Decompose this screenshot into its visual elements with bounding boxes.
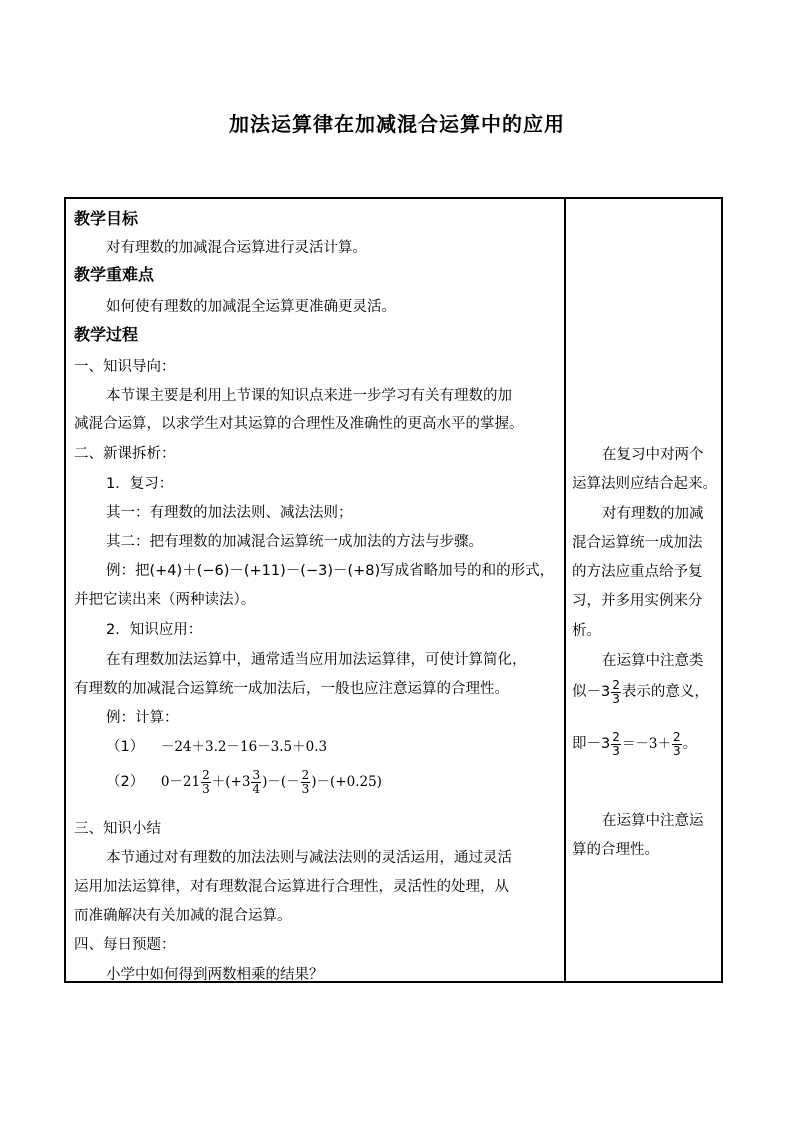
page-title: 加法运算律在加减混合运算中的应用 — [229, 112, 565, 136]
section1-text-1: 本节课主要是利用上节课的知识点来进一步学习有关有理数的加 — [106, 388, 512, 404]
section3-heading: 三、知识小结 — [74, 821, 161, 837]
key-heading: 教学重难点 — [74, 265, 155, 284]
review-heading: 1．复习： — [106, 476, 174, 492]
calc-2-middle-1: ＋(+3 — [211, 774, 251, 790]
section1-heading: 一、知识导向： — [74, 359, 176, 375]
fraction-denominator: 3 — [612, 743, 620, 758]
fraction-numerator: 2 — [672, 729, 681, 744]
note-2-line-d: 习，并多用实例来分 — [572, 593, 703, 609]
calc-1 — [106, 737, 327, 757]
calc-2-expression — [160, 768, 382, 796]
calc-2-number: （2） — [106, 774, 145, 790]
fraction-numerator: 2 — [612, 677, 620, 692]
fraction-numerator: 2 — [301, 768, 310, 782]
note-3-b-prefix: 似－3 — [572, 684, 611, 700]
section4-heading: 四、每日预题： — [74, 937, 176, 953]
fraction-numerator: 3 — [252, 768, 261, 782]
calc-2-middle-2: )－(－ — [262, 774, 300, 790]
apply-text-1: 在有理数加法运算中，通常适当应用加法运算律，可使计算简化， — [106, 652, 527, 668]
note-4-line-b: 算的合理性。 — [572, 842, 659, 858]
apply-text-2: 有理数的加减混合运算统一成加法后，一般也应注意运算的合理性。 — [74, 681, 509, 697]
goal-heading: 教学目标 — [74, 209, 139, 228]
note-3-c-middle: ＝－3＋ — [621, 736, 671, 752]
review-item-1: 其一：有理数的加法法则、减法法则； — [106, 505, 353, 521]
review-item-2: 其二：把有理数的加减混合运算统一成加法的方法与步骤。 — [106, 534, 483, 550]
section2-heading: 二、新课拆析： — [74, 446, 176, 462]
note-3-c-suffix: 。 — [682, 736, 698, 752]
calc-2 — [106, 767, 382, 797]
example-1-line-a: 例：把(+4)＋(−6)－(+11)－(−3)－(+8)写成省略加号的和的形式， — [106, 563, 555, 579]
fraction-numerator: 2 — [612, 729, 620, 744]
section3-text-3: 而准确解决有关加减的混合运算。 — [74, 908, 292, 924]
column-divider — [564, 199, 566, 981]
lesson-table — [64, 197, 723, 983]
note-2-line-e: 析。 — [572, 623, 601, 639]
section4-text: 小学中如何得到两数相乘的结果？ — [106, 967, 324, 983]
note-3-line-b — [572, 677, 709, 707]
fraction-denominator: 3 — [612, 691, 620, 706]
section3-text-2: 运用加法运算律，对有理数混合运算进行合理性，灵活性的处理，从 — [74, 879, 509, 895]
calc-1-expression: －24＋3.2－16－3.5＋0.3 — [160, 739, 328, 755]
section3-text-1: 本节通过对有理数的加法法则与减法法则的灵活运用，通过灵活 — [106, 850, 512, 866]
fraction-numerator: 2 — [202, 768, 210, 782]
note-3-line-c — [572, 729, 697, 759]
note-3-line-a: 在运算中注意类 — [602, 653, 704, 669]
calc-label: 例：计算： — [106, 710, 179, 726]
calc-2-suffix: )－(+0.25) — [311, 774, 382, 790]
note-1-line-b: 运算法则应结合起来。 — [572, 476, 717, 492]
calc-2-fraction-1 — [201, 769, 211, 796]
note-3-c-prefix: 即－3 — [572, 736, 611, 752]
fraction-denominator: 3 — [202, 782, 210, 796]
process-heading: 教学过程 — [74, 325, 139, 344]
note-3-c-fraction-2 — [672, 731, 682, 758]
goal-text: 对有理数的加减混合运算进行灵活计算。 — [106, 240, 367, 256]
section1-text-2: 减混合运算，以求学生对其运算的合理性及准确性的更高水平的掌握。 — [74, 416, 524, 432]
note-2-line-a: 对有理数的加减 — [602, 506, 704, 522]
calc-2-fraction-3 — [301, 769, 311, 796]
fraction-denominator: 4 — [252, 782, 261, 796]
apply-heading: 2．知识应用： — [106, 622, 203, 638]
note-1-line-a: 在复习中对两个 — [602, 447, 704, 463]
note-3-b-suffix: 表示的意义， — [621, 684, 709, 700]
calc-1-number: （1） — [106, 739, 145, 755]
note-3-c-fraction-1 — [611, 731, 621, 758]
note-2-line-b: 混合运算统一成加法 — [572, 535, 703, 551]
note-3-b-fraction — [611, 679, 621, 706]
calc-2-prefix: 0－21 — [160, 774, 201, 790]
example-1-line-b: 并把它读出来（两种读法）。 — [74, 592, 256, 608]
note-4-line-a: 在运算中注意运 — [602, 813, 704, 829]
fraction-denominator: 3 — [672, 743, 681, 758]
key-text: 如何使有理数的加减混全运算更准确更灵活。 — [106, 299, 396, 315]
calc-2-fraction-2 — [251, 769, 261, 796]
fraction-denominator: 3 — [301, 782, 310, 796]
note-2-line-c: 的方法应重点给予复 — [572, 564, 703, 580]
